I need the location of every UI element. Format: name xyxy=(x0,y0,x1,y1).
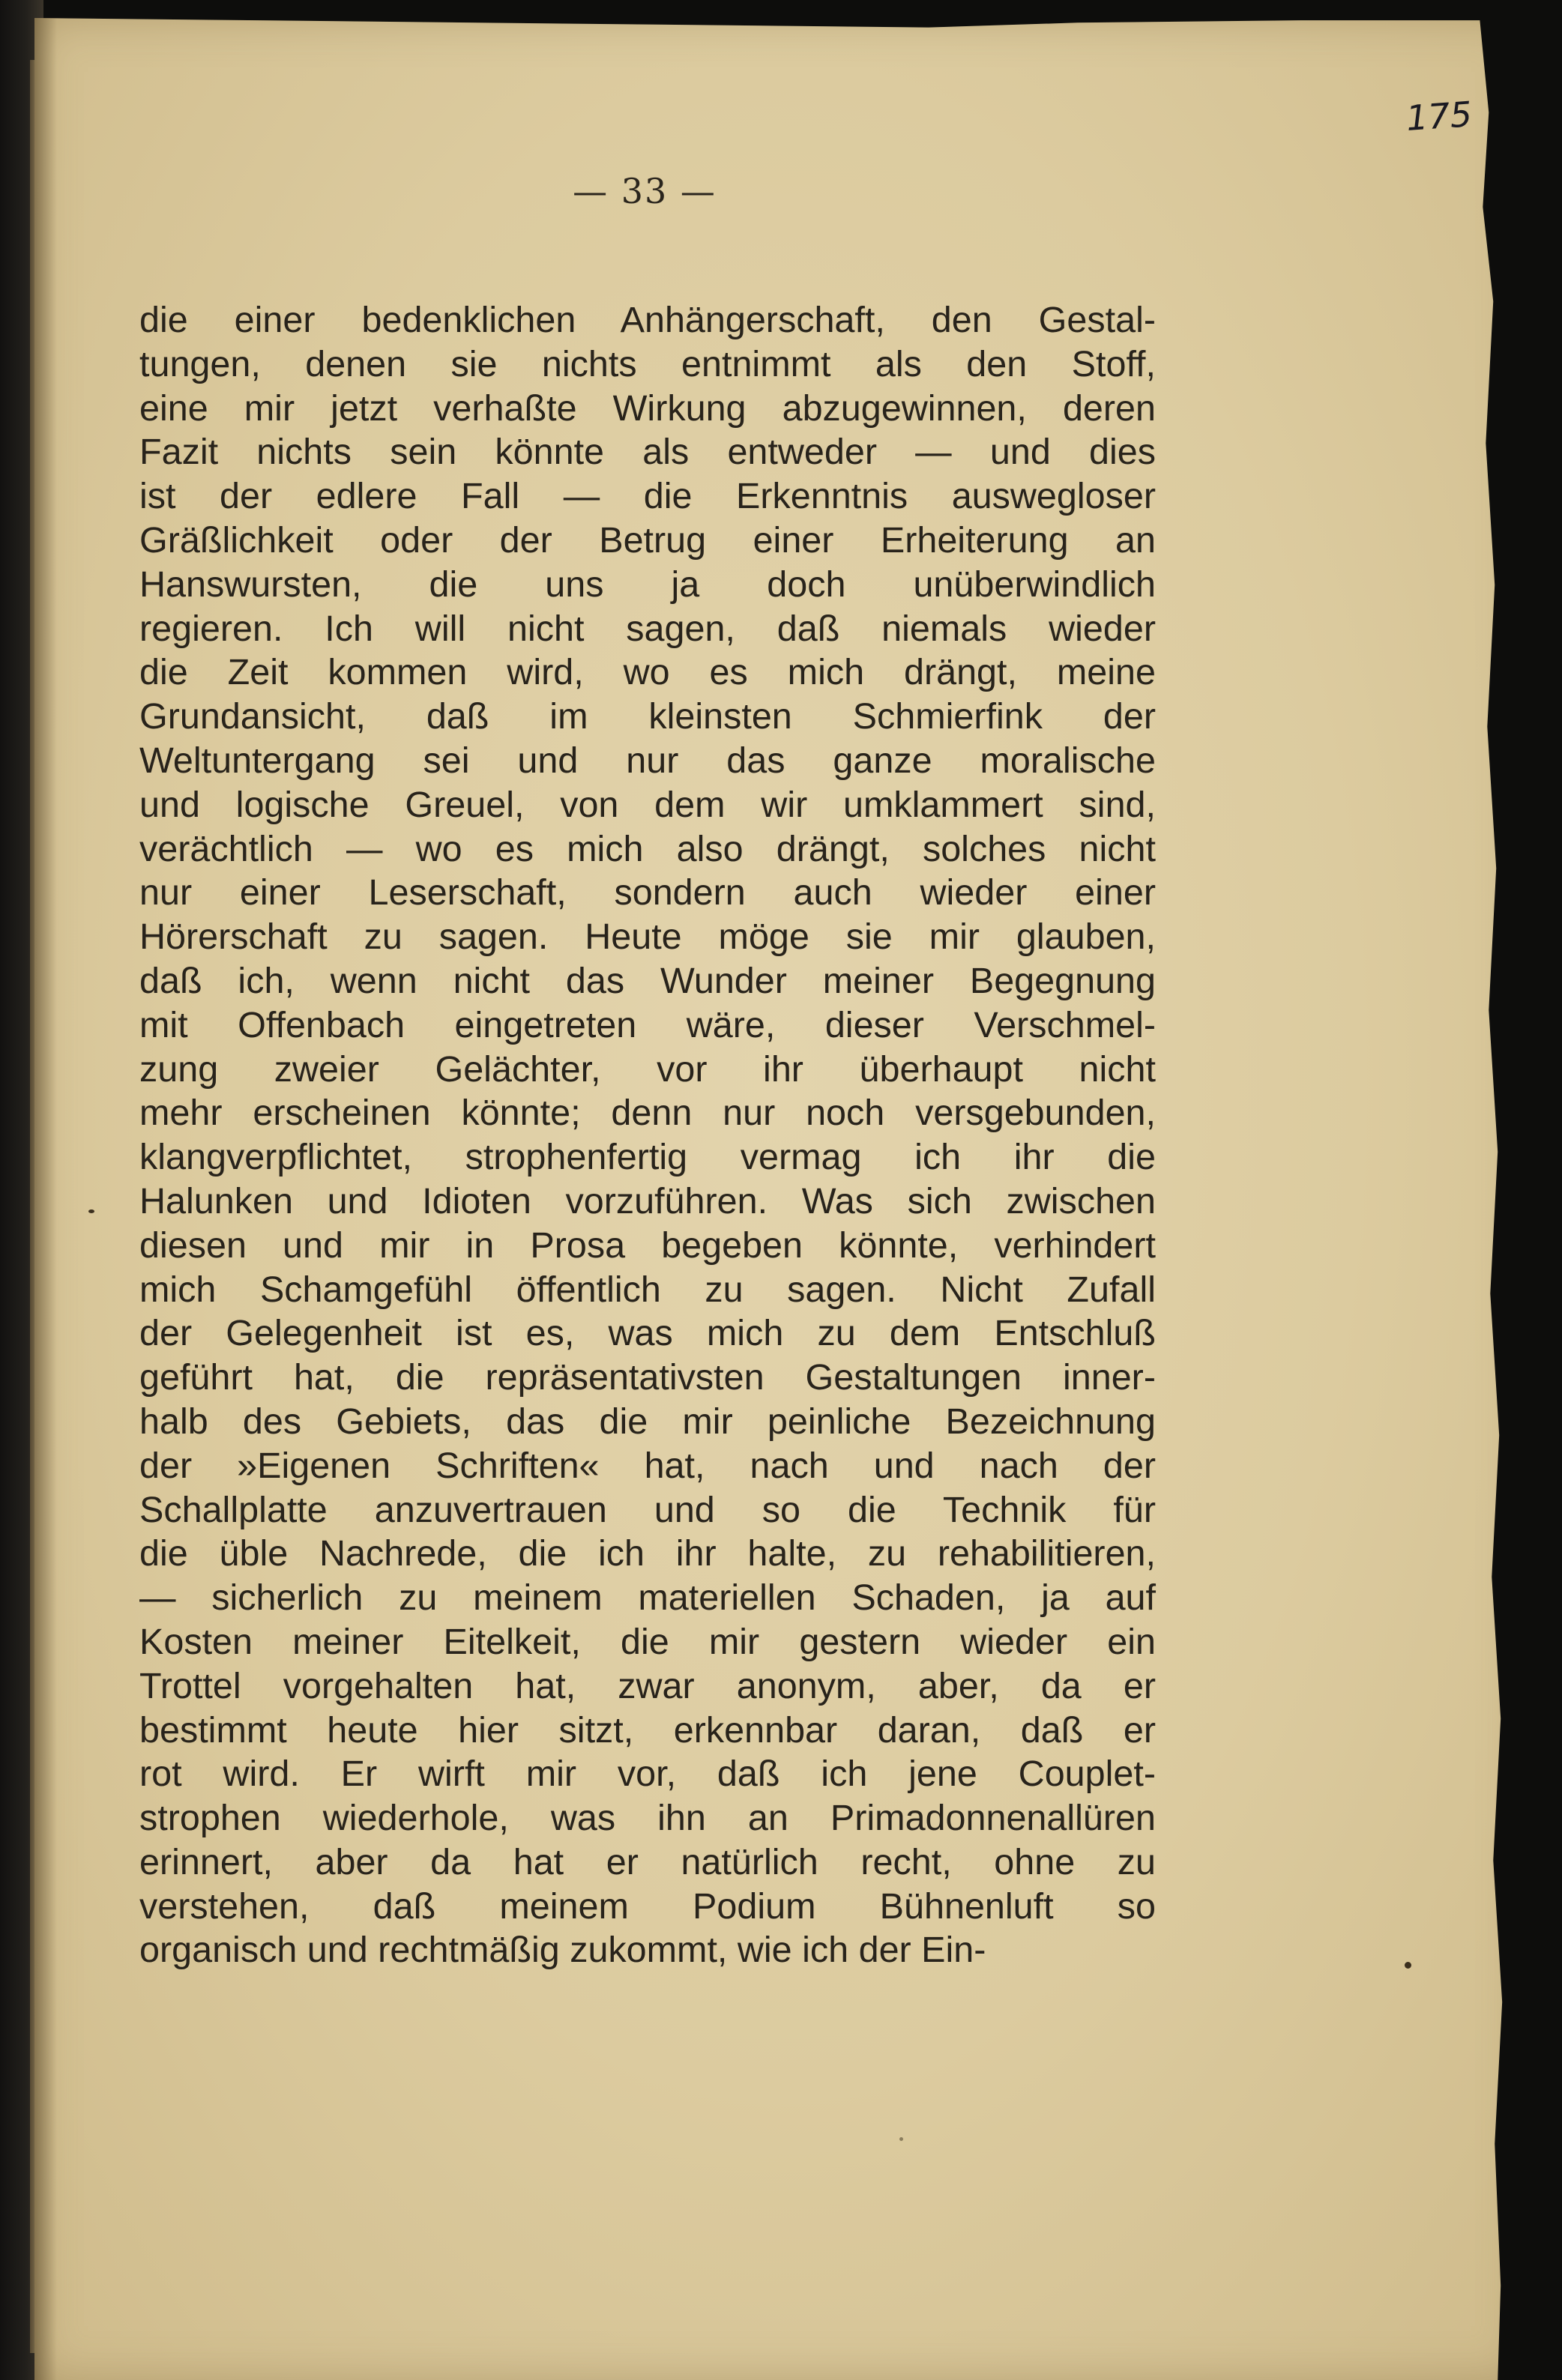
text-line: eine mir jetzt verhaßte Wirkung abzugewinnen, deren xyxy=(139,387,1156,429)
paper-speck xyxy=(1405,1962,1411,1969)
text-line: mehr erscheinen könnte; denn nur noch versgebunden, xyxy=(139,1093,1156,1134)
text-line: Halunken und Idioten vorzuführen. Was sich zwischen xyxy=(139,1180,1156,1221)
body-text xyxy=(139,298,1156,1972)
text-line: und logische Greuel, von dem wir umklammert sind, xyxy=(139,784,1156,825)
page-gutter-shadow xyxy=(34,18,57,2380)
text-line: halb des Gebiets, das die mir peinliche Bezeichnung xyxy=(139,1401,1156,1442)
text-line: Kosten meiner Eitelkeit, die mir gestern wieder ein xyxy=(139,1621,1156,1662)
text-line: die einer bedenklichen Anhängerschaft, den Gestal- xyxy=(139,300,1156,340)
text-line: geführt hat, die repräsentativsten Gestaltungen inner- xyxy=(139,1357,1156,1398)
text-line: ist der edlere Fall — die Erkenntnis auswegloser xyxy=(139,476,1156,517)
text-line: nur einer Leserschaft, sondern auch wieder einer xyxy=(139,872,1156,913)
text-line: Fazit nichts sein könnte als entweder — und dies xyxy=(139,432,1156,473)
text-line: strophen wiederhole, was ihn an Primadonnenallüren xyxy=(139,1798,1156,1839)
text-line: der »Eigenen Schriften« hat, nach und nach der xyxy=(139,1445,1156,1486)
text-line: klangverpflichtet, strophenfertig vermag ich ihr die xyxy=(139,1137,1156,1178)
text-line: verächtlich — wo es mich also drängt, solches nicht xyxy=(139,828,1156,869)
text-line: der Gelegenheit ist es, was mich zu dem Entschluß xyxy=(139,1313,1156,1354)
page-number: — 33 — xyxy=(573,171,717,211)
text-line: — sicherlich zu meinem materiellen Schaden, ja auf xyxy=(139,1577,1156,1619)
text-line: Hörerschaft zu sagen. Heute möge sie mir glauben, xyxy=(139,916,1156,958)
text-line: rot wird. Er wirft mir vor, daß ich jene Couplet- xyxy=(139,1754,1156,1795)
text-line: Weltuntergang sei und nur das ganze moralische xyxy=(139,740,1156,781)
text-line: Gräßlichkeit oder der Betrug einer Erheiterung an xyxy=(139,519,1156,561)
text-line: verstehen, daß meinem Podium Bühnenluft so xyxy=(139,1885,1156,1927)
text-line: daß ich, wenn nicht das Wunder meiner Begegnung xyxy=(139,960,1156,1001)
text-line: Hanswursten, die uns ja doch unüberwindlich xyxy=(139,564,1156,605)
paper-speck xyxy=(88,1209,94,1213)
paper-speck xyxy=(899,2137,903,2141)
text-line: diesen und mir in Prosa begeben könnte, verhindert xyxy=(139,1224,1156,1266)
text-line: Schallplatte anzuvertrauen und so die Technik für xyxy=(139,1489,1156,1530)
text-line: Trottel vorgehalten hat, zwar anonym, aber, da er xyxy=(139,1665,1156,1706)
text-line: Grundansicht, daß im kleinsten Schmierfink der xyxy=(139,696,1156,737)
text-line: zung zweier Gelächter, vor ihr überhaupt nicht xyxy=(139,1048,1156,1090)
text-line: die üble Nachrede, die ich ihr halte, zu rehabilitieren, xyxy=(139,1533,1156,1574)
text-line: mich Schamgefühl öffentlich zu sagen. Nicht Zufall xyxy=(139,1269,1156,1310)
text-line: bestimmt heute hier sitzt, erkennbar daran, daß er xyxy=(139,1709,1156,1751)
text-line: tungen, denen sie nichts entnimmt als den Stoff, xyxy=(139,343,1156,384)
text-line: erinnert, aber da hat er natürlich recht, ohne zu xyxy=(139,1841,1156,1882)
text-line: mit Offenbach eingetreten wäre, dieser Verschmel- xyxy=(139,1004,1156,1045)
text-line: die Zeit kommen wird, wo es mich drängt, meine xyxy=(139,652,1156,693)
handwritten-archive-number: 175 xyxy=(1405,94,1474,139)
text-line: regieren. Ich will nicht sagen, daß niemals wieder xyxy=(139,608,1156,649)
text-line: organisch und rechtmäßig zukommt, wie ich der Ein- xyxy=(139,1930,986,1971)
